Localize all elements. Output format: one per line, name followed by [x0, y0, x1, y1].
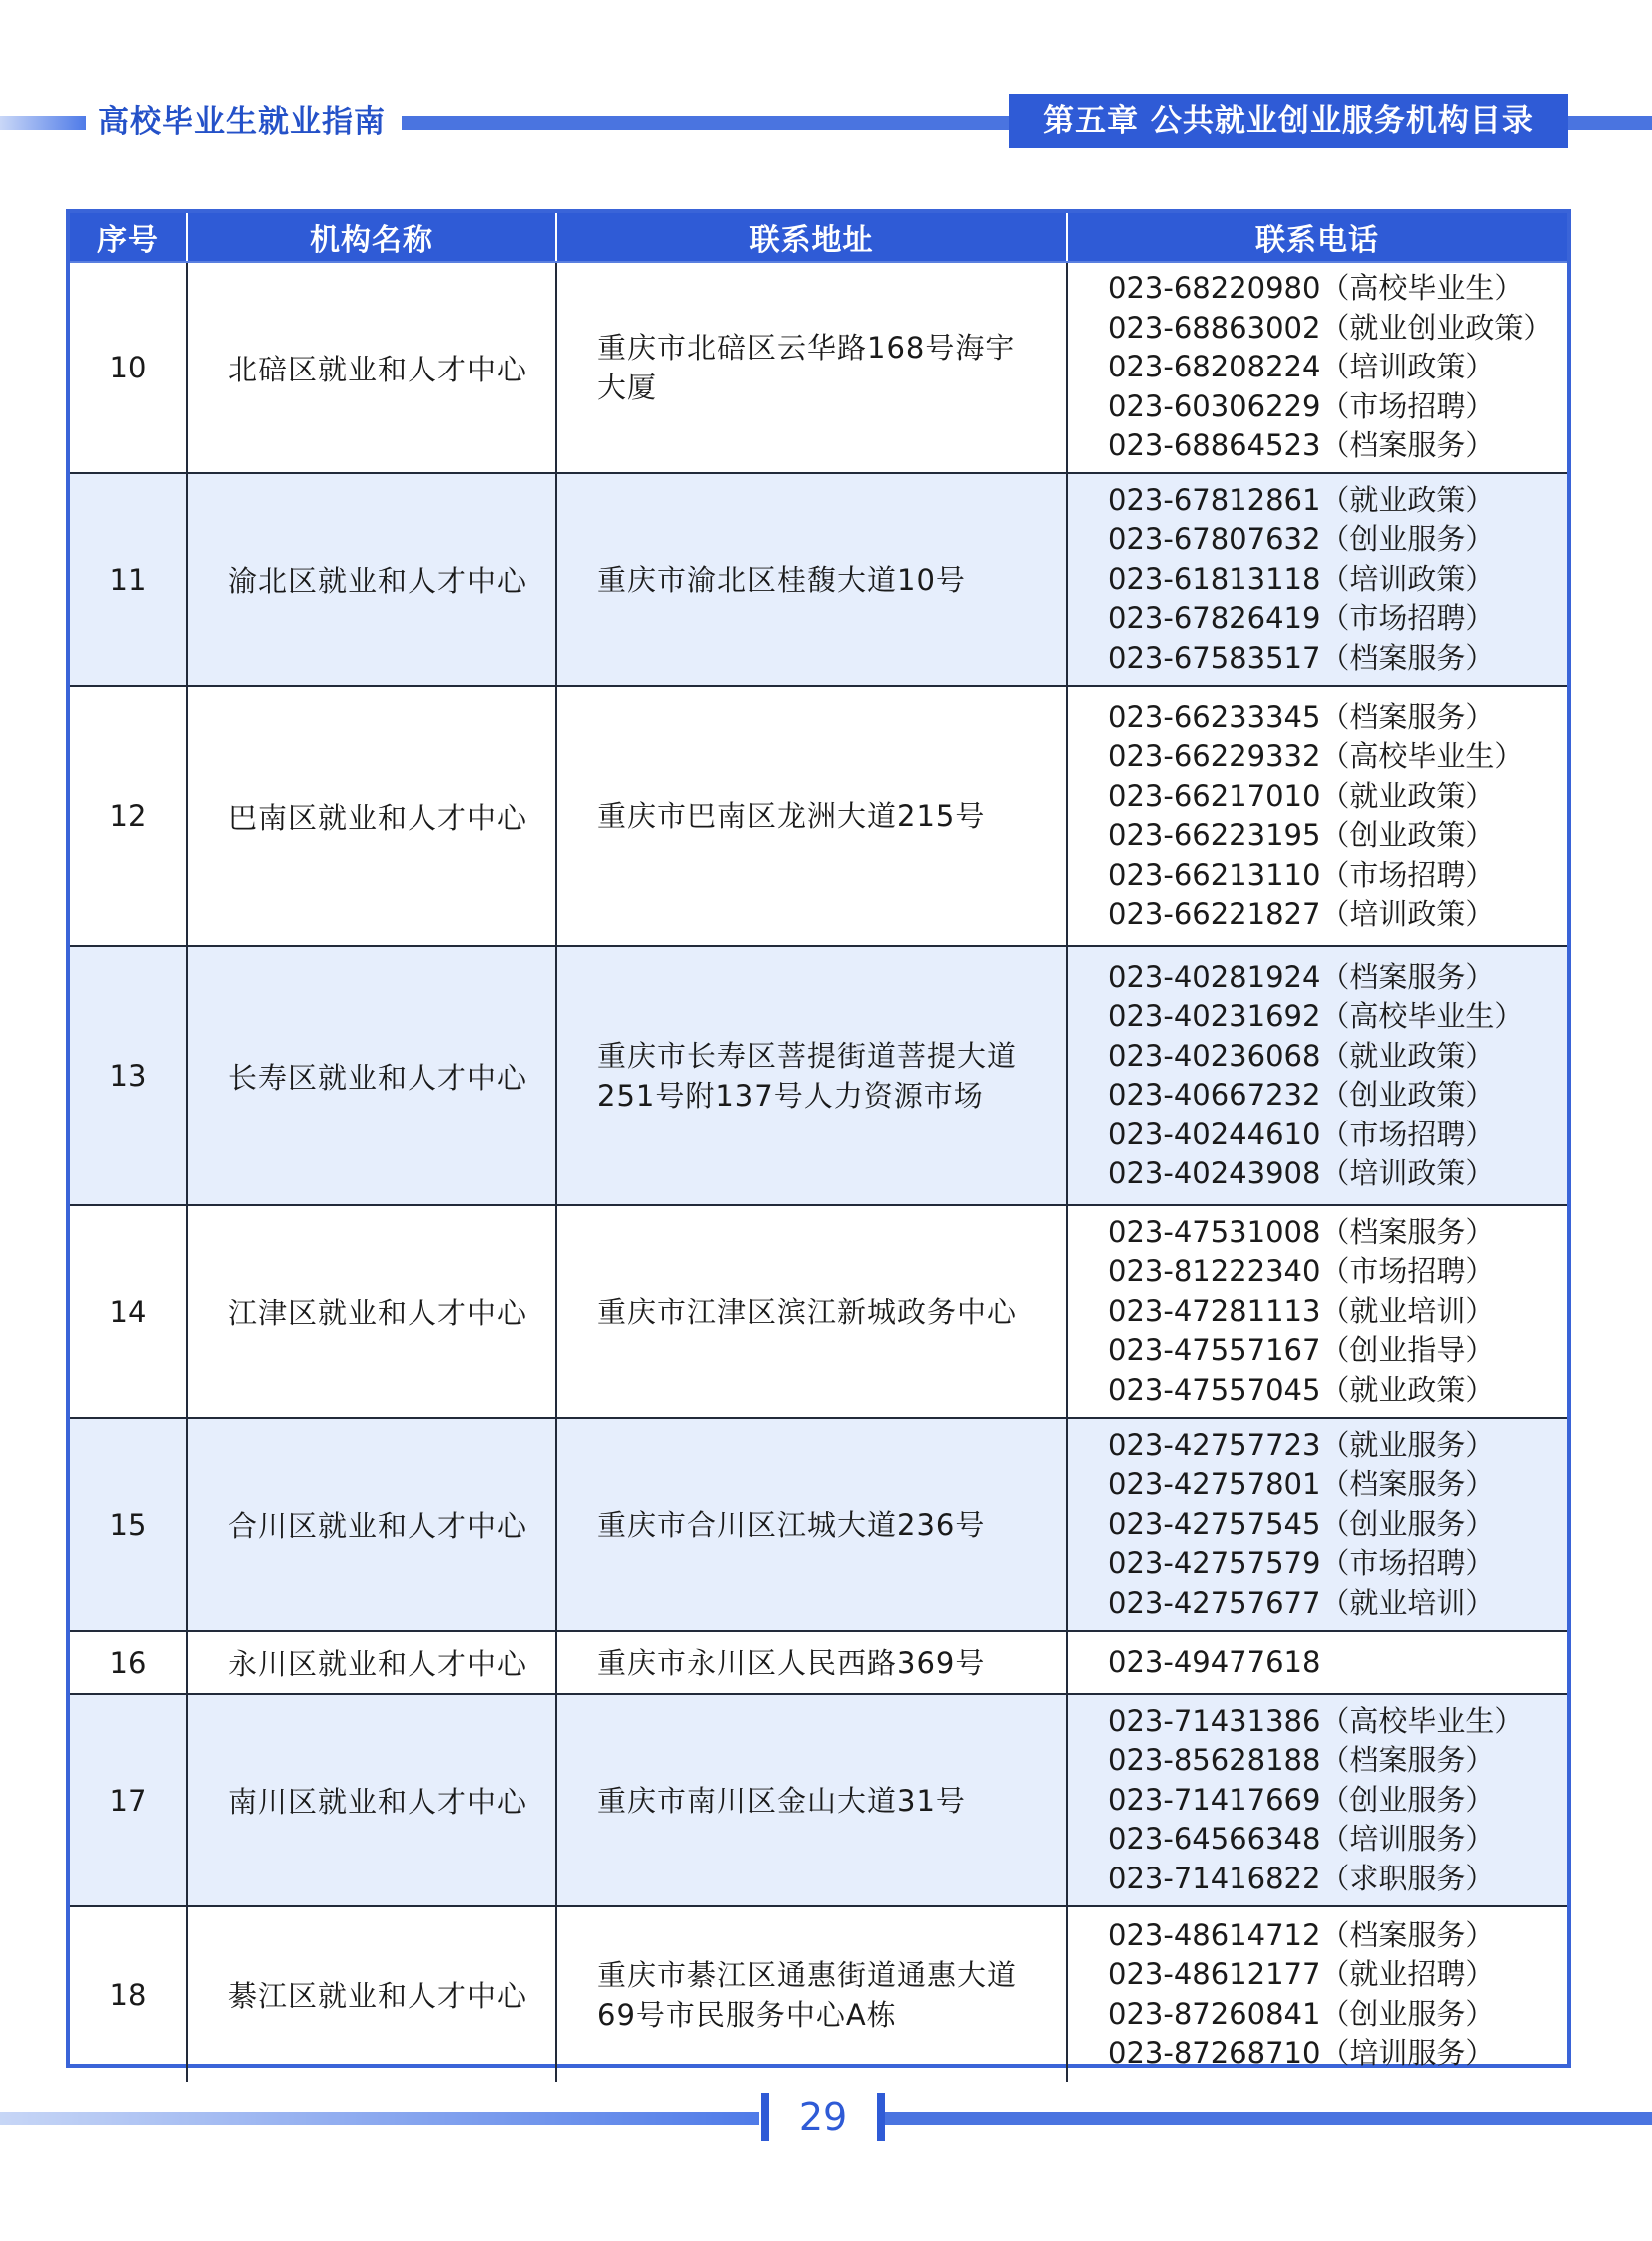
row-serial: 11: [70, 473, 187, 686]
address-line: 大厦: [597, 371, 658, 404]
phone-line: 023-49477618: [1108, 1644, 1321, 1679]
table-row: [70, 473, 1567, 686]
table-header-row: [70, 213, 1567, 262]
phone-line: 023-64566348（培训服务）: [1108, 1822, 1495, 1857]
table-row: [70, 946, 1567, 1205]
row-agency-name: 渝北区就业和人才中心: [187, 473, 556, 686]
table-row: [70, 262, 1567, 473]
row-agency-name: 綦江区就业和人才中心: [187, 1906, 556, 2082]
phone-line: 023-40667232（创业政策）: [1108, 1078, 1495, 1112]
table-row: [70, 1694, 1567, 1906]
row-phones: [1067, 1205, 1567, 1418]
phone-line: 023-47281113（就业培训）: [1108, 1293, 1495, 1328]
table-row: [70, 1205, 1567, 1418]
phone-line: 023-40244610（市场招聘）: [1108, 1117, 1495, 1151]
phone-line: 023-66233345（档案服务）: [1108, 699, 1495, 734]
address-line: 重庆市长寿区菩提街道菩提大道: [597, 1039, 1018, 1073]
header-agency-name: 机构名称: [187, 213, 556, 262]
phone-line: 023-67807632（创业服务）: [1108, 522, 1495, 557]
phone-line: 023-40231692（高校毕业生）: [1108, 999, 1524, 1033]
phone-line: 023-68220980（高校毕业生）: [1108, 271, 1524, 306]
phone-line: 023-42757579（市场招聘）: [1108, 1546, 1495, 1581]
phone-line: 023-42757801（档案服务）: [1108, 1467, 1495, 1502]
footer-right-rule: [885, 2112, 1652, 2125]
row-phones: [1067, 1418, 1567, 1631]
phone-line: 023-71431386（高校毕业生）: [1108, 1703, 1524, 1738]
row-serial: 17: [70, 1694, 187, 1906]
row-address: [556, 1694, 1067, 1906]
footer-left-rule: [0, 2112, 759, 2125]
phone-line: 023-68863002（就业创业政策）: [1108, 310, 1553, 345]
header-phone: 联系电话: [1067, 213, 1567, 262]
phone-line: 023-71416822（求职服务）: [1108, 1861, 1495, 1895]
header-left-rule: [0, 116, 86, 130]
footer-page-bracket-left: [761, 2093, 769, 2141]
header-address: 联系地址: [556, 213, 1067, 262]
row-agency-name: 巴南区就业和人才中心: [187, 686, 556, 946]
row-address: [556, 1906, 1067, 2082]
address-line: 重庆市渝北区桂馥大道10号: [597, 562, 966, 597]
header-right-rule: [1568, 116, 1652, 130]
row-serial: 12: [70, 686, 187, 946]
row-address: [556, 1418, 1067, 1631]
table-row: [70, 1906, 1567, 2082]
row-agency-name: 永川区就业和人才中心: [187, 1631, 556, 1694]
agency-table: [70, 213, 1567, 2082]
row-phones: [1067, 686, 1567, 946]
chapter-title: 第五章 公共就业创业服务机构目录: [1009, 94, 1568, 148]
phone-line: 023-68864523（档案服务）: [1108, 428, 1495, 463]
row-agency-name: 南川区就业和人才中心: [187, 1694, 556, 1906]
phone-line: 023-40236068（就业政策）: [1108, 1038, 1495, 1073]
row-address: [556, 686, 1067, 946]
phone-line: 023-47531008（档案服务）: [1108, 1214, 1495, 1249]
address-line: 重庆市江津区滨江新城政务中心: [597, 1294, 1018, 1329]
row-serial: 14: [70, 1205, 187, 1418]
phone-line: 023-61813118（培训政策）: [1108, 561, 1495, 596]
row-address: [556, 1631, 1067, 1694]
guide-title: 高校毕业生就业指南: [98, 104, 386, 140]
phone-line: 023-81222340（市场招聘）: [1108, 1254, 1495, 1289]
row-agency-name: 北碚区就业和人才中心: [187, 262, 556, 473]
row-agency-name: 长寿区就业和人才中心: [187, 946, 556, 1205]
agency-table-frame: [66, 209, 1571, 2068]
phone-line: 023-85628188（档案服务）: [1108, 1743, 1495, 1778]
table-row: [70, 1418, 1567, 1631]
phone-line: 023-71417669（创业服务）: [1108, 1782, 1495, 1817]
row-serial: 18: [70, 1906, 187, 2082]
row-phones: [1067, 473, 1567, 686]
address-line: 重庆市合川区江城大道236号: [597, 1507, 986, 1542]
row-address: [556, 262, 1067, 473]
row-phones: [1067, 262, 1567, 473]
row-serial: 13: [70, 946, 187, 1205]
header-serial: 序号: [70, 213, 187, 262]
phone-line: 023-42757677（就业培训）: [1108, 1585, 1495, 1620]
phone-line: 023-67812861（就业政策）: [1108, 482, 1495, 517]
phone-line: 023-66221827（培训政策）: [1108, 897, 1495, 931]
phone-line: 023-87268710（培训服务）: [1108, 2036, 1495, 2070]
phone-line: 023-66223195（创业政策）: [1108, 818, 1495, 852]
row-phones: [1067, 1631, 1567, 1694]
phone-line: 023-60306229（市场招聘）: [1108, 388, 1495, 423]
row-agency-name: 合川区就业和人才中心: [187, 1418, 556, 1631]
row-address: [556, 1205, 1067, 1418]
address-line: 251号附137号人力资源市场: [597, 1079, 984, 1113]
phone-line: 023-68208224（培训政策）: [1108, 350, 1495, 384]
address-line: 重庆市巴南区龙洲大道215号: [597, 799, 986, 833]
phone-line: 023-66213110（市场招聘）: [1108, 857, 1495, 892]
phone-line: 023-40243908（培训政策）: [1108, 1156, 1495, 1190]
row-address: [556, 946, 1067, 1205]
row-serial: 10: [70, 262, 187, 473]
phone-line: 023-66229332（高校毕业生）: [1108, 739, 1524, 773]
phone-line: 023-66217010（就业政策）: [1108, 778, 1495, 813]
address-line: 69号市民服务中心A栋: [597, 1997, 897, 2032]
page-number: 29: [798, 2095, 848, 2139]
row-phones: [1067, 1906, 1567, 2082]
row-phones: [1067, 1694, 1567, 1906]
phone-line: 023-67826419（市场招聘）: [1108, 601, 1495, 636]
phone-line: 023-42757723（就业服务）: [1108, 1427, 1495, 1462]
address-line: 重庆市綦江区通惠街道通惠大道: [597, 1957, 1018, 1992]
table-row: [70, 1631, 1567, 1694]
phone-line: 023-48612177（就业招聘）: [1108, 1957, 1495, 1991]
phone-line: 023-48614712（档案服务）: [1108, 1917, 1495, 1952]
row-serial: 15: [70, 1418, 187, 1631]
address-line: 重庆市南川区金山大道31号: [597, 1783, 966, 1818]
phone-line: 023-67583517（档案服务）: [1108, 640, 1495, 675]
address-line: 重庆市北碚区云华路168号海宇: [597, 331, 1016, 365]
row-address: [556, 473, 1067, 686]
phone-line: 023-47557045（就业政策）: [1108, 1372, 1495, 1407]
footer-page-bracket-right: [877, 2093, 885, 2141]
row-phones: [1067, 946, 1567, 1205]
phone-line: 023-47557167（创业指导）: [1108, 1333, 1495, 1368]
table-row: [70, 686, 1567, 946]
address-line: 重庆市永川区人民西路369号: [597, 1645, 986, 1680]
phone-line: 023-42757545（创业服务）: [1108, 1506, 1495, 1541]
phone-line: 023-87260841（创业服务）: [1108, 1996, 1495, 2031]
row-agency-name: 江津区就业和人才中心: [187, 1205, 556, 1418]
header-middle-rule: [402, 116, 1021, 130]
phone-line: 023-40281924（档案服务）: [1108, 959, 1495, 994]
row-serial: 16: [70, 1631, 187, 1694]
